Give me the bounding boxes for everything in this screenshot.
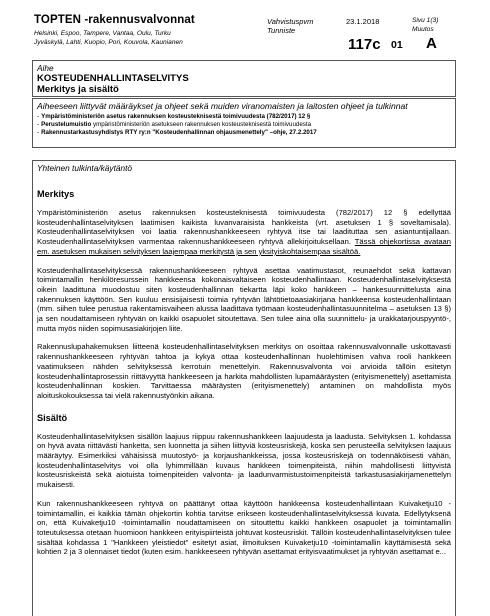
paragraph-5: Kun rakennushankkeeseen ryhtyvä on päättänyt ottaa käyttöön hankkeensa kosteudenhallintaan Kuivaketju10 -toimintamallin, ei kaikkia tämän ohjekortin kohtia tarvitse erikseen kosteudenhallintaselvityksessä kuvata. Edellytyksenä on, että Kuivaketju10 -toimintamallin noudattamiseen on sitouttettu kaikki hankkeen osapuolet ja toimintamallin toteutuksessa otetaan huomioon hankkeen erityispiirteistä johtuvat kosteusriskit. Tällöin kosteudenhallintaselvityksen tulee sisältää kohdassa 1 "Hankkeen yleistiedot" esitetyt asiat, ilmoituksen Kuivaketju10 -toimintamallin käyttämisestä sekä kohtien 2 ja 3 olennaiset tiedot (kuten esim. hankkeeseen ryhtyvän asettamat erityisvaatimukset ja ryhtyvän asettamat e... bbox=[37, 498, 451, 557]
paragraph-2: Kosteudenhallintaselvityksessä rakennushankkeeseen ryhtyvä asettaa vaatimustasot, reunaehdot sekä kattavan toimintamallin henkilöresurssein hankkeensa kokonaisvaltaiseen kosteudenhallintaan. Kosteudenhallintaselvityksestä oikein laadittuna muodostuu siten kosteudenhallinnan tiekartta läpi koko hankkeen – hankesuunnittelusta aina rakennuksen käyttöön. Sen kuuluu ensisijaisesti toimia ryhtyvän lähtötietoaasiakirjana hankkeensa kosteudenhallintaan (mm. siihen tulee perustua rakentamisvaiheen alussa laadittava työmaan kosteudenhallintasuunnitelma – asetuksen 13 §) ja sen noudattamiseen ryhtyvän on kaikki osapuolet sitoutettava. Sen tulee aina olla suunnittelu- ja urakkatarjouspyyntö-, mutta myös niiden sopimusasiakirjojen liite. bbox=[37, 265, 451, 333]
cities-line-1: Helsinki, Espoo, Tampere, Vantaa, Oulu, Turku bbox=[34, 30, 171, 37]
reference-item: - Perustelumuistio ympäristöministeriön asetukseen rakennuksen kosteusteknisestä toimivuudesta bbox=[37, 121, 312, 129]
identifier-label: Tunniste bbox=[267, 26, 296, 35]
section-heading-sisalto: Sisältö bbox=[37, 412, 68, 423]
subject-box bbox=[32, 60, 456, 97]
interpretation-box bbox=[32, 160, 456, 616]
paragraph-1: Ympäristöministeriön asetus rakennuksen kosteusteknisestä toimivuudesta (782/2017) 12 § edellyttää kosteudenhallintaselvityksen laatimisen kaikista luvanvaraisista hankkeista (vrt. asetuksen 1 § soveltamisala). Kosteudenhallintaselvityksen voi laatia rakennushankkeeseen ryhtyvä itse tai laadituttaa sen asiantuntijallaan. Kosteudenhallintaselvityksen varmentaa rakennushankkeeseen ryhtyvä allekirjoituksellaan. Tässä ohjekortissa avataan em. asetuksen mukaisen selvityksen laajempaa merkitystä ja sen yksityiskohtaisempaa sisältöä. bbox=[37, 208, 451, 256]
approval-date-label: Vahvistuspvm bbox=[267, 17, 314, 26]
references-list bbox=[37, 113, 451, 138]
references-heading: Aiheeseen liittyvät määräykset ja ohjeet sekä muiden viranomaisten ja laitosten ohjeet ja tulkinnat bbox=[37, 101, 408, 111]
changes-label: Muutos bbox=[412, 26, 434, 33]
document-header bbox=[34, 14, 454, 60]
paragraph-3: Rakennuslupahakemuksen liitteenä kosteudenhallintaselvityksen merkitys on osoittaa rakennusvalvonnalle uskottavasti rakennushankkeeseen ryhtyvän tahtoa ja kykyä ottaa kosteudenhallinnan huolehtimisen vahva rooli hankkeen vaatimukseen nähden selvityksessä kerrotuin menettelyin. Rakennusvalvonta voi arvioida tällöin esitetyn kosteudenhallintaprosessin riittävyyttä hankkeeseen ja harkita mahdollisten lupamääräysten (erityismenettely) asettamista kosteudenhallinnan koskien. Tarvittaessa määräysten (erityismenettely) antaminen on mahdollista myös aloituskokouksessa tai vielä rakennustyönkin aikana. bbox=[37, 342, 451, 400]
revision-letter: A bbox=[426, 35, 437, 52]
approval-date: 23.1.2018 bbox=[346, 17, 380, 26]
references-box bbox=[32, 98, 456, 148]
reference-item: - Rakennustarkastusyhdistys RTY ry:n "Kosteudenhallinnan ohjausmenettely" –ohje, 27.2.2017 bbox=[37, 129, 317, 137]
paragraph-4: Kosteudenhallintaselvityksen sisällön laajuus riippuu rakennushankkeen laajuudesta ja laadusta. Selvityksen 1. kohdassa on hyvä avata riittävästi hanketta, sen luonnetta ja siihen liittyviä kosteusriskejä, koska sen perusteella selvityksen laajuus määräytyy. Esimerkiksi vähäisissä muutostyö- ja korjaushankkeissa, jossa kosteusriskejä on todennäköisesti vähän, kosteudenhallintaselvitys voi olla lyhimmillään kuvaus hankkeen toimenpiteistä, niihin mahdollisesti liittyvistä kosteusriskeistä sekä aiotuista toimenpiteiden valvonta- ja laadunvarmistustoimenpiteistä tarkastusasiakirjamenettelyn mukaisesti. bbox=[37, 431, 451, 490]
card-version: 01 bbox=[391, 39, 403, 51]
cities-line-2: Jyväskylä, Lahti, Kuopio, Pori, Kouvola, Kaunianen bbox=[34, 38, 183, 46]
interpretation-label: Yhteinen tulkinta/käytäntö bbox=[37, 163, 133, 173]
subject-title: KOSTEUDENHALLINTASELVITYS bbox=[37, 73, 189, 84]
organization-name: TOPTEN -rakennusvalvonnat bbox=[34, 14, 195, 26]
page-number: Sivu 1(3) bbox=[412, 17, 439, 24]
reference-item: - Ympäristöministeriön asetus rakennuksen kosteusteknisestä toimivuudesta (782/2017) 12 § bbox=[37, 113, 311, 120]
section-heading-merkitys: Merkitys bbox=[37, 189, 75, 199]
member-cities bbox=[34, 30, 274, 47]
subject-subtitle: Merkitys ja sisältö bbox=[37, 84, 119, 95]
subject-label: Aihe bbox=[37, 63, 54, 73]
card-number: 117c bbox=[348, 36, 381, 53]
